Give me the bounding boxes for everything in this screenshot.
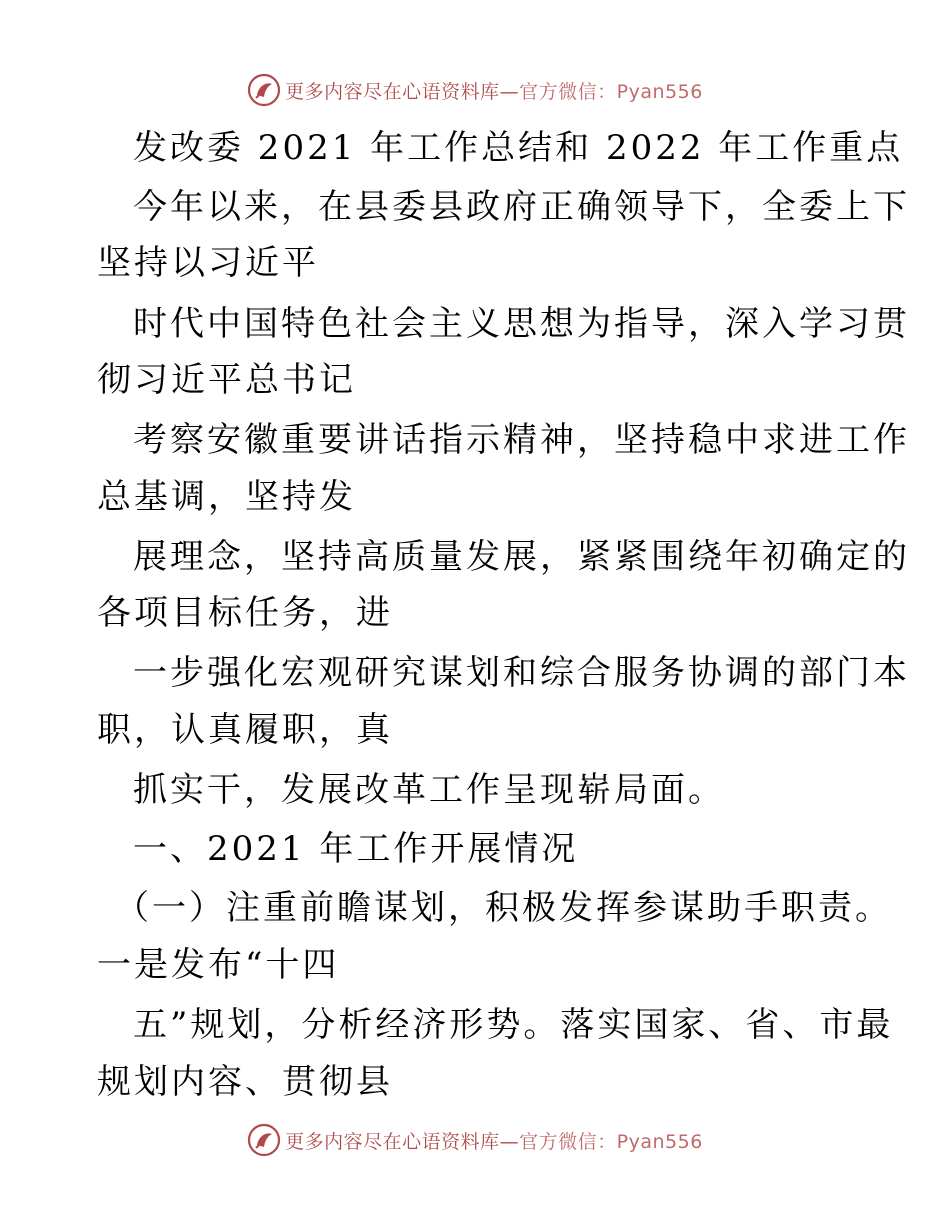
header-watermark	[0, 70, 950, 110]
watermark-separator: —	[499, 80, 520, 103]
paragraph-line: 一是发布“十四	[97, 945, 340, 985]
paragraph-line: 职，认真履职，真	[97, 710, 393, 750]
paragraph-line: 五”规划，分析经济形势。落实国家、省、市最	[133, 1005, 894, 1045]
watermark-prefix: 更多内容尽在心语资料库	[285, 80, 500, 103]
watermark-separator: —	[499, 1130, 520, 1153]
watermark-suffix: 官方微信：Pyan556	[519, 80, 703, 103]
watermark-text	[285, 77, 703, 104]
watermark-suffix: 官方微信：Pyan556	[519, 1130, 703, 1153]
flower-logo-icon	[247, 73, 281, 107]
paragraph-line: 抓实干，发展改革工作呈现崭局面。	[133, 770, 725, 810]
paragraph-line: 各项目标任务，进	[97, 593, 393, 633]
paragraph-line: 坚持以习近平	[97, 243, 319, 283]
footer-watermark	[0, 1120, 950, 1160]
watermark-prefix: 更多内容尽在心语资料库	[285, 1130, 500, 1153]
watermark-text	[285, 1127, 703, 1154]
paragraph-line: 展理念，坚持高质量发展，紧紧围绕年初确定的	[133, 537, 910, 577]
paragraph-line: 总基调，坚持发	[97, 477, 356, 517]
paragraph-line: 今年以来，在县委县政府正确领导下，全委上下	[133, 187, 910, 227]
paragraph-line: 一步强化宏观研究谋划和综合服务协调的部门本	[133, 653, 910, 693]
paragraph-line: 时代中国特色社会主义思想为指导，深入学习贯	[133, 304, 910, 344]
paragraph-line: 规划内容、贯彻县	[97, 1062, 393, 1102]
paragraph-line: 彻习近平总书记	[97, 360, 356, 400]
flower-logo-icon	[247, 1123, 281, 1157]
section-heading: 一、2021 年工作开展情况	[133, 829, 579, 869]
document-title: 发改委 2021 年工作总结和 2022 年工作重点	[133, 128, 904, 168]
paragraph-line: 考察安徽重要讲话指示精神，坚持稳中求进工作	[133, 420, 910, 460]
subsection-heading: （一）注重前瞻谋划，积极发挥参谋助手职责。	[115, 888, 892, 928]
